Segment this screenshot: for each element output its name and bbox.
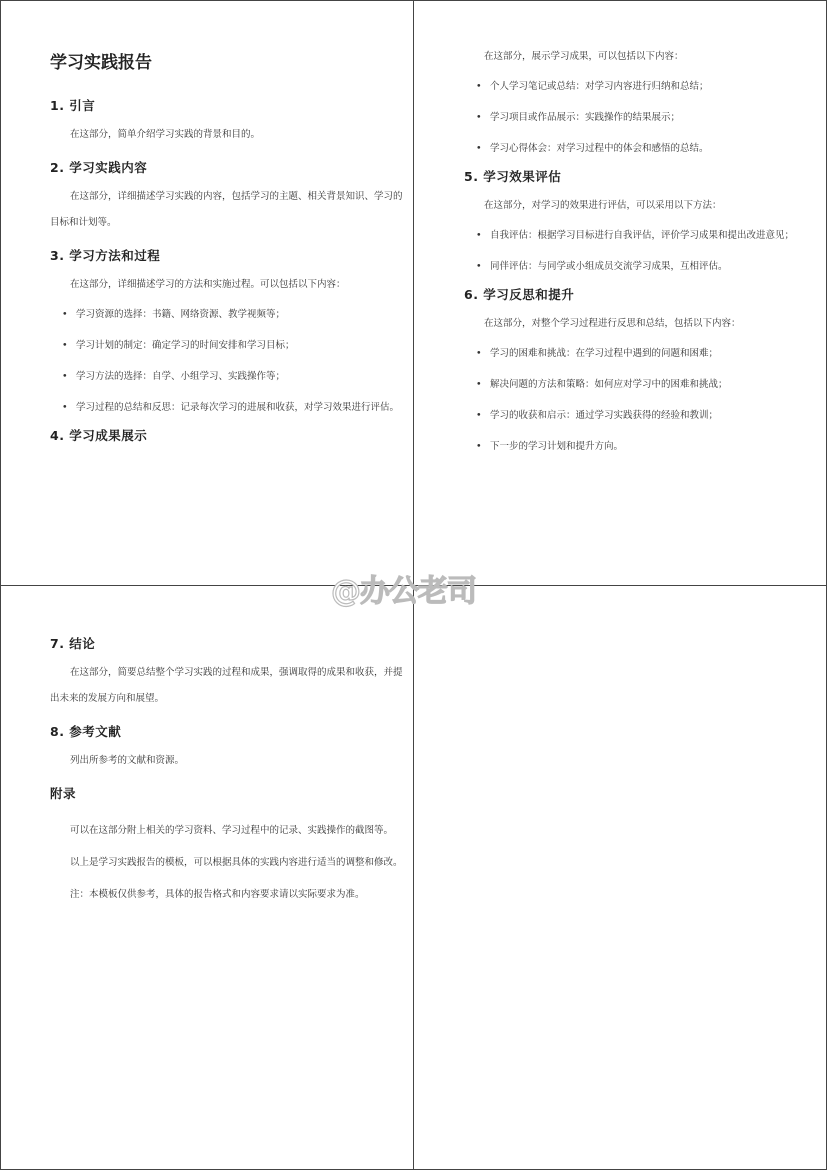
section-heading: 3. 学习方法和过程 [50, 248, 161, 263]
paragraph: 在这部分，详细描述学习实践的内容，包括学习的主题、相关背景知识、学习的目标和计划等。 [50, 191, 403, 228]
section-heading: 1. 引言 [50, 98, 96, 113]
section-heading: 5. 学习效果评估 [464, 169, 562, 184]
list-item: • 同伴评估：与同学或小组成员交流学习成果，互相评估。 [488, 254, 824, 280]
bullet-list [464, 341, 824, 460]
watermark: @办公老司 [331, 574, 476, 609]
page-top-right [464, 44, 824, 465]
paragraph: 在这部分，简单介绍学习实践的背景和目的。 [70, 129, 261, 140]
list-item: • 学习的收获和启示：通过学习实践获得的经验和教训； [488, 403, 824, 429]
section-heading: 7. 结论 [50, 636, 96, 651]
paragraph: 在这部分，简要总结整个学习实践的过程和成果，强调取得的成果和收获，并提出未来的发展方向和展望。 [50, 667, 403, 704]
list-item: • 学习方法的选择：自学、小组学习、实践操作等； [74, 364, 410, 390]
bullet-list [464, 223, 824, 280]
bullet-list [50, 302, 410, 421]
paragraph: 在这部分，展示学习成果，可以包括以下内容： [484, 51, 684, 62]
list-item: • 下一步的学习计划和提升方向。 [488, 434, 824, 460]
paragraph: 列出所参考的文献和资源。 [70, 755, 185, 766]
list-item: • 学习资源的选择：书籍、网络资源、教学视频等； [74, 302, 410, 328]
list-item: • 学习计划的制定：确定学习的时间安排和学习目标； [74, 333, 410, 359]
paragraph: 以上是学习实践报告的模板，可以根据具体的实践内容进行适当的调整和修改。 [70, 857, 403, 868]
list-item: • 学习项目或作品展示：实践操作的结果展示； [488, 105, 824, 131]
paragraph: 在这部分，对学习的效果进行评估，可以采用以下方法： [484, 200, 722, 211]
bullet-list [464, 74, 824, 162]
paragraph: 可以在这部分附上相关的学习资料、学习过程中的记录、实践操作的截图等。 [70, 825, 394, 836]
appendix-heading: 附录 [50, 786, 77, 801]
list-item: • 学习心得体会：对学习过程中的体会和感悟的总结。 [488, 136, 824, 162]
page-bottom-left [50, 634, 410, 912]
list-item: • 学习过程的总结和反思：记录每次学习的进展和收获，对学习效果进行评估。 [74, 395, 410, 421]
note-paragraph: 注：本模板仅供参考，具体的报告格式和内容要求请以实际要求为准。 [70, 889, 365, 900]
section-heading: 8. 参考文献 [50, 724, 122, 739]
list-item: • 个人学习笔记或总结：对学习内容进行归纳和总结； [488, 74, 824, 100]
list-item: • 解决问题的方法和策略：如何应对学习中的困难和挑战； [488, 372, 824, 398]
list-item: • 自我评估：根据学习目标进行自我评估，评价学习成果和提出改进意见； [488, 223, 824, 249]
page-top-left [50, 48, 410, 446]
section-heading: 4. 学习成果展示 [50, 428, 148, 443]
paragraph: 在这部分，对整个学习过程进行反思和总结，包括以下内容： [484, 318, 741, 329]
section-heading: 2. 学习实践内容 [50, 160, 148, 175]
paragraph: 在这部分，详细描述学习的方法和实施过程。可以包括以下内容： [70, 279, 346, 290]
document-title: 学习实践报告 [50, 53, 152, 73]
list-item: • 学习的困难和挑战：在学习过程中遇到的问题和困难； [488, 341, 824, 367]
section-heading: 6. 学习反思和提升 [464, 287, 575, 302]
